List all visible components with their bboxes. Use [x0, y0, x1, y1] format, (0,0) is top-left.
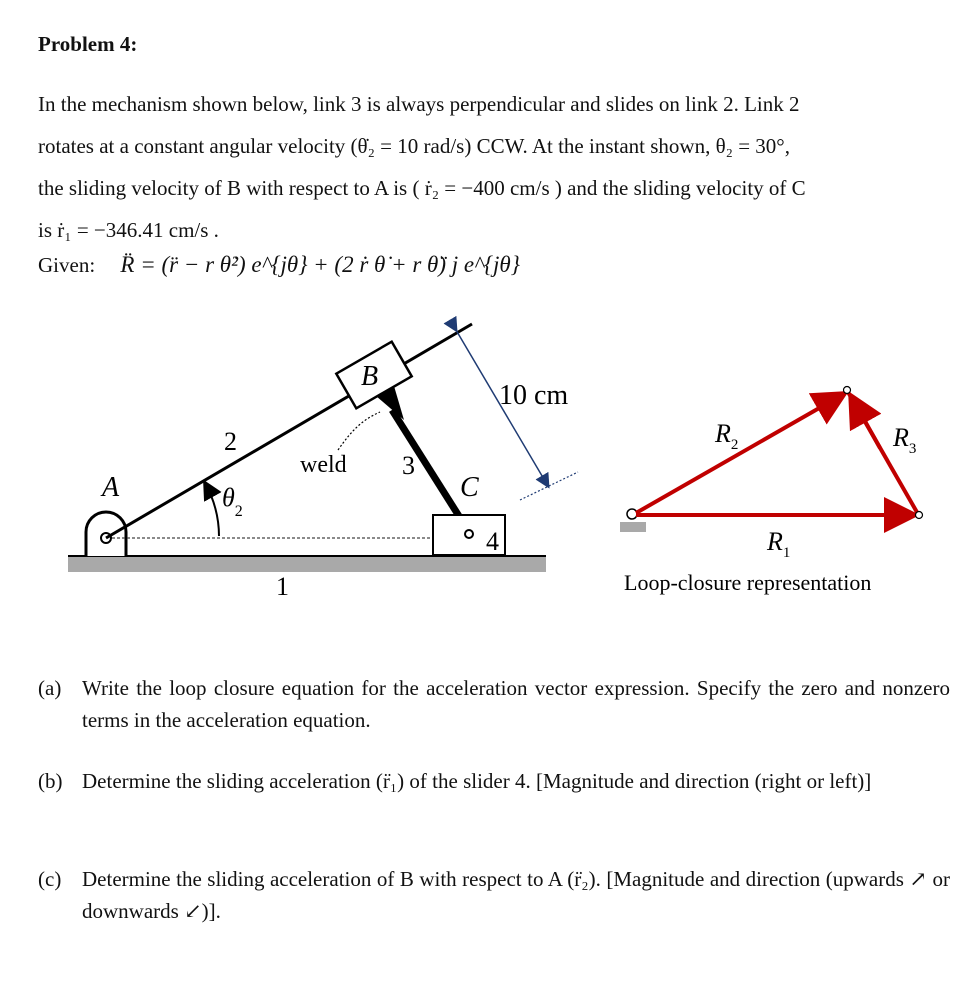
given-row	[38, 252, 520, 278]
question-a	[38, 672, 950, 736]
question-c-label: (c)	[38, 867, 62, 891]
question-c	[38, 863, 950, 927]
label-r3: $R_3$	[893, 423, 917, 457]
loop-caption: Loop-closure representation	[624, 570, 872, 595]
loop-ground	[620, 522, 646, 532]
vector-r2	[636, 395, 842, 513]
question-c-text: Determine the sliding acceleration of B with respect to A (r̈₂). [Magnitude and direction (upwards ↗ or downwards ↙)].	[82, 867, 950, 923]
given-label: Given:	[38, 253, 96, 277]
loop-node-right	[916, 512, 923, 519]
label-link-3: 3	[402, 451, 415, 480]
question-b	[38, 765, 950, 797]
label-b: B	[361, 361, 379, 392]
question-b-label: (b)	[38, 769, 63, 793]
theta-arc	[205, 483, 219, 536]
label-link-2: 2	[224, 427, 237, 456]
loop-node-top	[844, 387, 851, 394]
label-dimension: 10 cm	[499, 380, 569, 411]
dimension-extension	[520, 472, 578, 500]
label-theta: $\theta_2$	[222, 483, 243, 520]
label-c: C	[460, 472, 479, 503]
question-b-text: Determine the sliding acceleration (r̈₁) of the slider 4. [Magnitude and direction (right or left)]	[82, 769, 872, 793]
weld-leader	[338, 412, 380, 450]
problem-text-line-4: is ṙ₁ = −346.41 cm/s .	[38, 218, 219, 242]
pin-c	[465, 530, 473, 538]
loop-origin-pin	[627, 509, 637, 519]
label-a: A	[102, 472, 120, 503]
label-link-4: 4	[486, 527, 499, 556]
label-link-1: 1	[276, 572, 289, 601]
problem-text-line-1: In the mechanism shown below, link 3 is always perpendicular and slides on link 2. Link 2	[38, 92, 800, 116]
mechanism-figure	[0, 300, 979, 610]
ground-bar	[68, 556, 546, 572]
link-2	[106, 324, 472, 538]
given-equation: R̈ = (r̈ − r θ̇²) e^{jθ} + (2 ṙ θ̇ + r θ̈) j e^{jθ}	[120, 252, 520, 277]
problem-text-line-3: the sliding velocity of B with respect to A is ( ṙ₂ = −400 cm/s ) and the sliding velocity of C	[38, 176, 806, 200]
question-a-label: (a)	[38, 676, 62, 700]
vector-r3-arrowhead	[852, 398, 880, 448]
problem-text-line-2: rotates at a constant angular velocity (θ̇₂ = 10 rad/s) CCW. At the instant shown, θ₂ = 30°,	[38, 134, 790, 158]
label-r2: $R_2$	[715, 419, 739, 453]
problem-title: Problem 4:	[38, 32, 138, 56]
question-a-text: Write the loop closure equation for the acceleration vector expression. Specify the zero and nonzero terms in the acceleration equation.	[82, 676, 950, 732]
label-r1: $R_1$	[767, 527, 791, 561]
label-weld: weld	[300, 452, 347, 478]
